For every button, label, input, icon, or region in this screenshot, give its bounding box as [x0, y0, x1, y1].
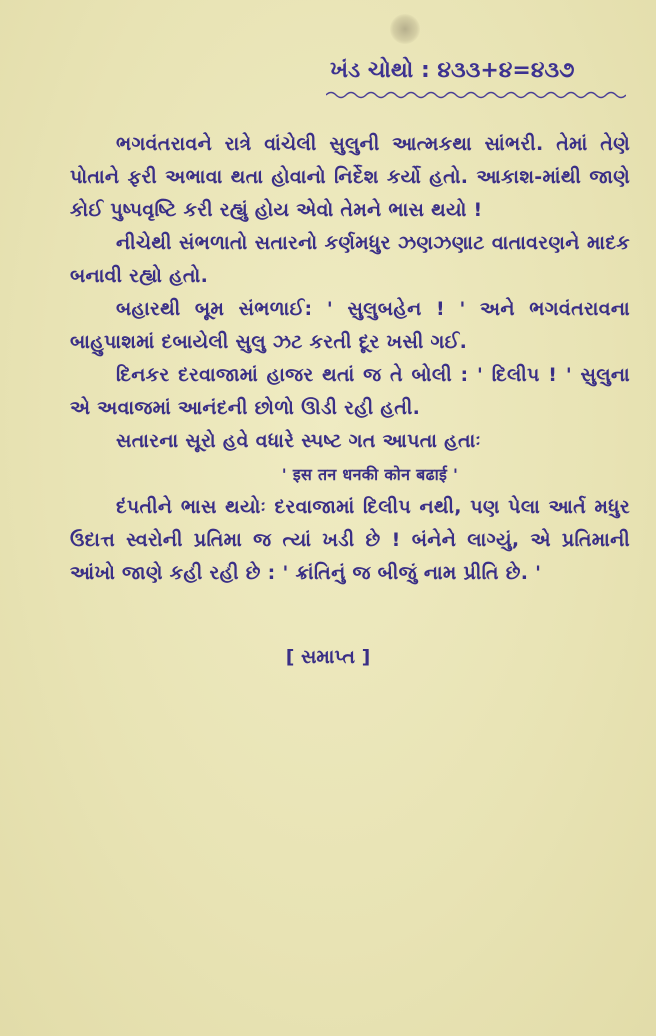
header-wavy-underline: [326, 90, 626, 100]
closing-paragraph: દંપતીને ભાસ થયોઃ દરવાજામાં દિલીપ નથી, પણ પેલા આર્ત મધુર ઉદાત્ત સ્વરોની પ્રતિમા જ ત્યાં ખડી છે ! બંનેને લાગ્યું, એ પ્રતિમાની આંખો જાણે કહી રહી છે : ' ક્રાંતિનું જ બીજું નામ પ્રીતિ છે. ': [70, 496, 630, 584]
story-text: [70, 128, 630, 590]
paragraph-4: દિનકર દરવાજામાં હાજર થતાં જ તે બોલી : ' દિલીપ ! ' સુલુના એ અવાજમાં આનંદની છોળો ઊડી રહી હતી.: [70, 364, 630, 419]
paragraph-1: ભગવંતરાવને રાત્રે વાંચેલી સુલુની આત્મકથા સાંભરી. તેમાં તેણે પોતાને ફરી અભાવા થતા હોવાનો નિર્દેશ કર્યો હતો. આકાશ-માંથી જાણે કોઈ પુષ્પવૃષ્ટિ કરી રહ્યું હોય એવો તેમને ભાસ થયો !: [70, 133, 630, 221]
paragraph-3: બહારથી બૂમ સંભળાઈ: ' સુલુબહેન ! ' અને ભગવંતરાવના બાહુપાશમાં દબાયેલી સુલુ ઝટ કરતી દૂર ખસી ગઈ.: [70, 298, 630, 353]
page-header: ખંડ ચોથો : ૪૩૩+૪=૪૩૭: [330, 58, 575, 83]
paragraph-5: સતારના સૂરો હવે વધારે સ્પષ્ટ ગત આપતા હતાઃ: [116, 430, 481, 452]
paragraph-2: નીચેથી સંભળાતો સતારનો કર્ણમધુર ઝણઝણાટ વાતાવરણને માદક બનાવી રહ્યો હતો.: [70, 232, 630, 287]
ink-blot: [390, 14, 420, 44]
verse-line: ' इस तन धनकी कोन बढाई ': [281, 465, 459, 484]
end-mark: [ સમાપ્ત ]: [285, 646, 371, 668]
